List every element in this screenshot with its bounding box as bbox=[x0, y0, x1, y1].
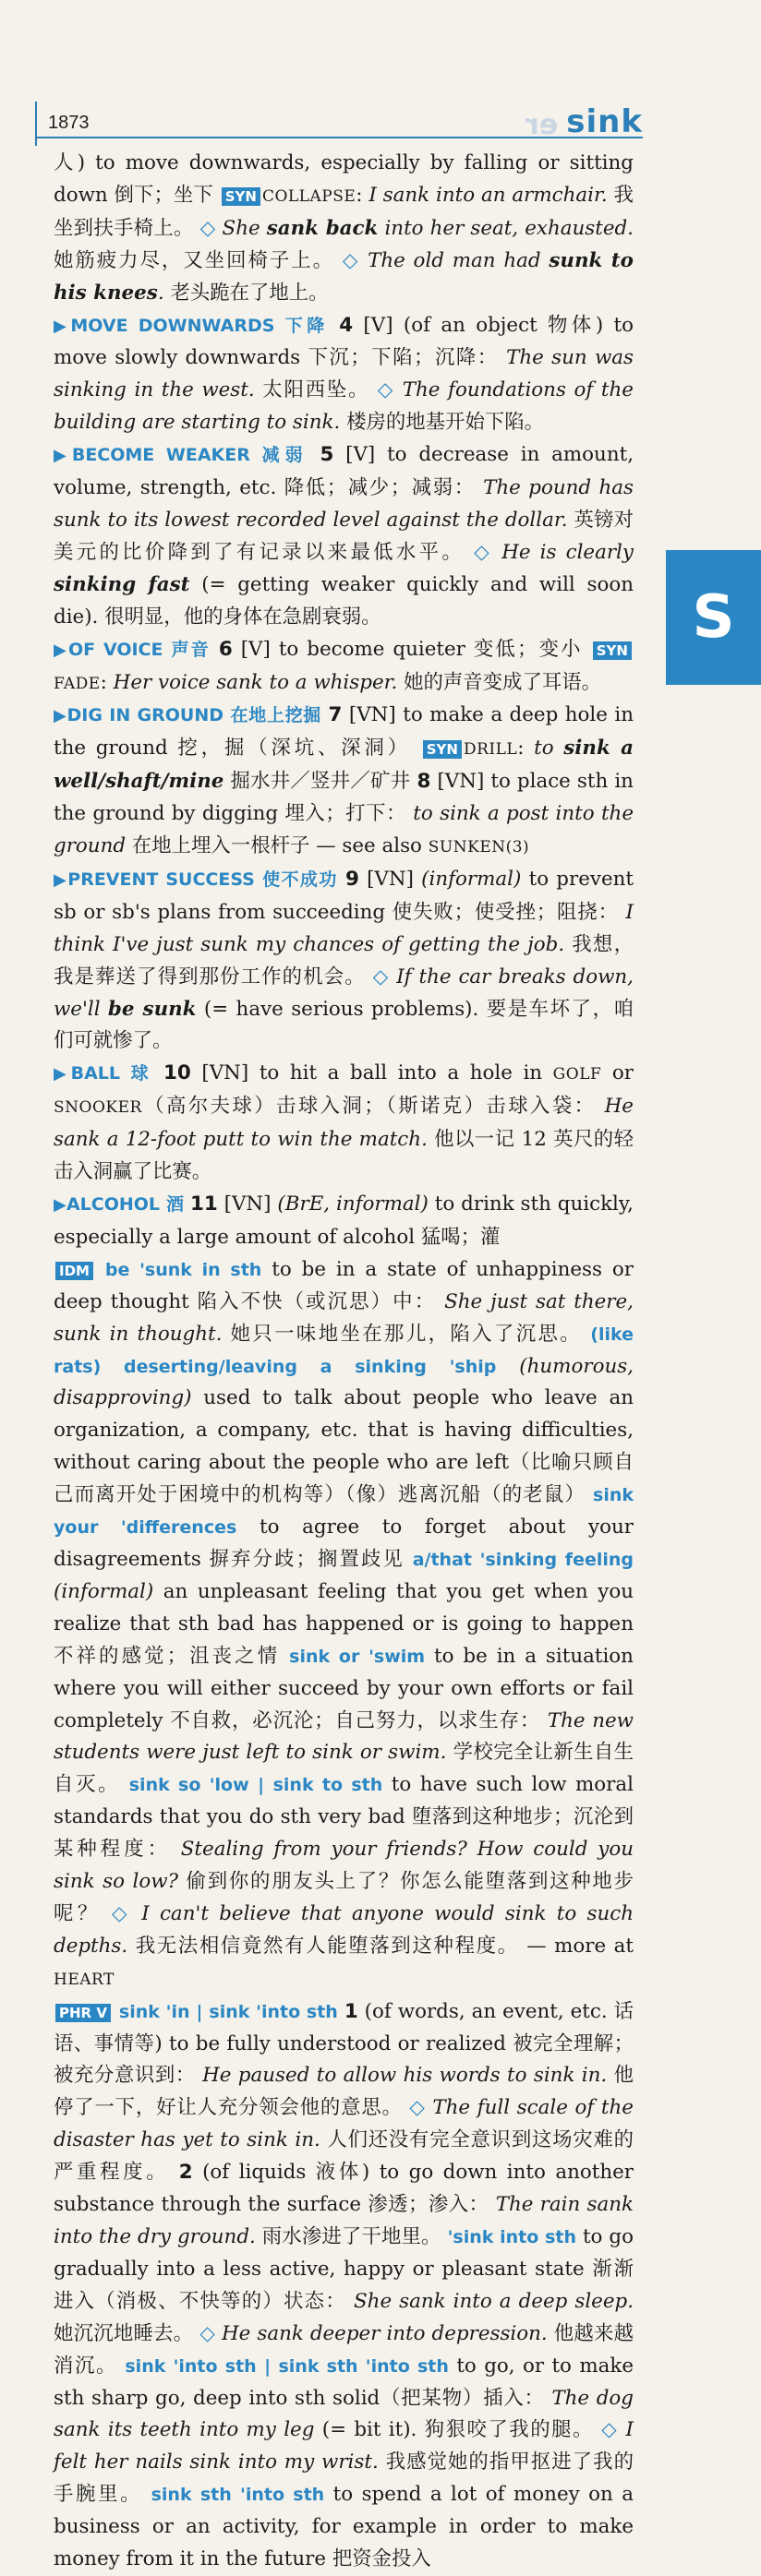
entry-text-span: sink your 'differences bbox=[54, 1485, 634, 1539]
entry-text-span: 我坐到扶手椅上。 bbox=[54, 183, 634, 240]
entry-text-span: 他停了一下，好让人充分领会他的意思。 bbox=[54, 2064, 634, 2120]
entry-text-span: The rain sank into the dry ground. bbox=[54, 2193, 634, 2248]
entry-text-span: MOVE DOWNWARDS bbox=[70, 315, 275, 336]
entry-text-span: 人们还没有完全意识到这场灾难的严重程度。 bbox=[54, 2128, 634, 2185]
sense-11 bbox=[54, 1189, 634, 1254]
entry-text-span: [V] bbox=[363, 313, 393, 337]
entry-text-span: or bbox=[611, 1061, 634, 1085]
entry-text-span: ▶ bbox=[54, 640, 69, 660]
entry-text-span: He is clearly sinking fast bbox=[54, 540, 634, 596]
entry-text-span: ▶ bbox=[54, 316, 71, 336]
entry-text-span: | bbox=[196, 2001, 203, 2022]
entry-text-span: 她沉沉地睡去。 bbox=[54, 2321, 194, 2345]
syn-tag: SYN bbox=[222, 187, 260, 206]
entry-text-span: [V] bbox=[345, 443, 376, 467]
sense-5 bbox=[54, 439, 634, 633]
entry-text-span: be 'sunk in sth bbox=[104, 1259, 262, 1280]
entry-text-span: SNOOKER bbox=[54, 1098, 142, 1118]
entry-text-span: The foundations of the building are starting to sink. bbox=[54, 378, 634, 435]
entry-text-span: to be in a state of unhappiness or deep thought 陷入不快（或沉思）中： bbox=[54, 1257, 634, 1313]
entry-text-span: (= bit it). 狗狠咬了我的腿。 bbox=[321, 2418, 594, 2442]
entry-text-span: He sank a 12-foot putt to win the match. bbox=[54, 1095, 634, 1152]
entry-text-span: 球 bbox=[130, 1063, 153, 1084]
entry-text-span: 1 bbox=[344, 1999, 358, 2023]
entry-text-span: He is clearly bbox=[501, 540, 634, 564]
entry-text-span: to hit a ball into a hole in bbox=[259, 1061, 543, 1085]
entry-text-span: He sank deeper into depression. bbox=[222, 2321, 548, 2345]
entry-text-span: to agree to forget about your disagreements 摒弃分歧；搁置歧见 bbox=[54, 1516, 634, 1571]
entry-text-span: to go gradually into a less active, happy or pleasant state 渐渐进入（消极、不快等的）状态： bbox=[54, 2225, 634, 2313]
entry-text-span: The full scale of the disaster has yet to sink in. bbox=[54, 2096, 634, 2152]
entry-text-span: (of words, an event, etc. 话语、事情等) to be fully understood or realized 被完全理解；被充分意识到： bbox=[54, 1999, 634, 2088]
entry-text-span: [VN] bbox=[437, 770, 485, 794]
entry-text-span: 4 bbox=[339, 313, 354, 337]
entry-text-span: 在地上埋入一根杆子 bbox=[131, 834, 310, 858]
entry-text-span: Stealing from your friends? How could you sink so low? bbox=[54, 1838, 634, 1894]
entry-text-span: She sank back into her seat, exhausted. bbox=[222, 216, 634, 240]
entry-text-span: to have such low moral standards that you do sth very bad 堕落到这种地步；沉沦到某种程度： bbox=[54, 1773, 634, 1862]
entry-text-span: 6 bbox=[218, 637, 233, 661]
entry-text-span: sink 'into sth bbox=[209, 2001, 338, 2022]
sense-6 bbox=[54, 634, 634, 701]
entry-text-span: The sun was sinking in the west. bbox=[54, 346, 634, 402]
entry-text-span: 太阳西坠。 bbox=[262, 378, 370, 402]
entry-text-span: — see also bbox=[316, 834, 422, 858]
entry-text-span: I can't believe that anyone would sink to such depths. bbox=[54, 1901, 634, 1958]
entry-text-span: sink to sth bbox=[272, 1775, 383, 1796]
entry-text-span: 10 bbox=[163, 1061, 191, 1085]
entry-text-span: ◇ bbox=[199, 2321, 215, 2345]
entry-text-span: an unpleasant feeling that you get when you realize that sth bad has happened or is going to happen 不祥的感觉；沮丧之情 bbox=[54, 1579, 634, 1668]
entry-text-span: DRILL bbox=[463, 740, 518, 760]
entry-text-span: GOLF bbox=[552, 1065, 602, 1084]
page-number: 1873 bbox=[48, 113, 90, 133]
sense-10 bbox=[54, 1058, 634, 1189]
entry-text-span: to make a deep hole in the ground 挖，掘（深坑、深洞） bbox=[54, 703, 634, 761]
entry-text-span: 楼房的地基开始下陷。 bbox=[346, 411, 545, 435]
entry-text-span: PREVENT SUCCESS bbox=[67, 869, 255, 890]
entry-text-span: 在地上挖掘 bbox=[230, 705, 321, 726]
entry-text-span: BALL bbox=[70, 1063, 121, 1084]
entry-text-span: ◇ bbox=[409, 2096, 426, 2120]
cross-reference-link[interactable]: SUNKEN(3) bbox=[428, 838, 530, 857]
sense-7-8 bbox=[54, 700, 634, 864]
entry-text-span: BECOME WEAKER bbox=[71, 445, 250, 466]
entry-text-span: | bbox=[264, 2355, 272, 2377]
sense-9 bbox=[54, 864, 634, 1058]
entry-text-span: 9 bbox=[344, 867, 359, 891]
thumb-index-tab: S bbox=[666, 550, 761, 685]
entry-text-span: 下降 bbox=[284, 315, 329, 336]
entry-text-span: 老头跪在了地上。 bbox=[170, 281, 329, 305]
entry-text-span: The old man had sunk to his knees. bbox=[54, 248, 634, 305]
entry-text-span: ◇ bbox=[377, 378, 395, 402]
entry-text-span: The new students were just left to sink or swim. bbox=[54, 1708, 634, 1765]
entry-text-span: ◇ bbox=[112, 1901, 131, 1925]
entry-text-span: sink so 'low bbox=[128, 1775, 249, 1796]
idioms-section bbox=[54, 1254, 634, 1996]
entry-text-span: 我想，我是葬送了得到那份工作的机会。 bbox=[54, 932, 634, 988]
idm-tag: IDM bbox=[55, 1262, 93, 1280]
bleed-through-text: er bbox=[525, 109, 558, 141]
entry-text-span: 5 bbox=[320, 443, 334, 467]
entry-text-span: 8 bbox=[417, 770, 431, 794]
entry-text-span: ◇ bbox=[601, 2418, 619, 2442]
syn-tag: SYN bbox=[593, 641, 632, 660]
entry-text-span: to go, or to make sth sharp go, deep into sth solid（把某物）插入： bbox=[54, 2354, 634, 2410]
entry-text-span: sink sth 'into sth bbox=[151, 2485, 325, 2506]
entry-text-span: ◇ bbox=[342, 248, 360, 272]
entry-text-span: used to talk about people who leave an organization, a company, etc. that is having difficulties, without caring about the people who are left（比喻只顾自己而离开处于困境中的机构等）（像）逃离沉船（的老鼠） bbox=[54, 1386, 634, 1507]
entry-text-span: ▶ bbox=[54, 446, 72, 466]
entry-text-span: She just sat there, sunk in thought. bbox=[54, 1289, 634, 1346]
entry-text-span: She bbox=[222, 216, 267, 240]
entry-text-span: to place sth in the ground by digging 埋入；打下： bbox=[54, 770, 634, 826]
entry-text-span: : bbox=[517, 737, 525, 761]
entry-text-span: [V] bbox=[240, 637, 271, 661]
entry-text-span: (BrE, informal) bbox=[277, 1192, 429, 1216]
entry-text-span: 雨水渗进了干地里。 bbox=[261, 2225, 441, 2248]
entry-text-span: to become quieter 变低；变小 bbox=[278, 637, 583, 661]
entry-text-span: COLLAPSE bbox=[261, 186, 356, 206]
entry-text-span: to decrease in amount, volume, strength, etc. 降低；减少；减弱： bbox=[54, 443, 634, 500]
entry-text-span: ALCOHOL bbox=[66, 1194, 161, 1215]
entry-text-span: 减弱 bbox=[261, 445, 308, 466]
entry-text-span: FADE bbox=[54, 674, 101, 693]
entry-text-span: ▶ bbox=[54, 869, 68, 890]
entry-text-span: 7 bbox=[328, 703, 343, 727]
entry-text-span: ▶ bbox=[54, 1195, 66, 1215]
sense-continued bbox=[54, 148, 634, 310]
entry-text-span: into her seat, exhausted. bbox=[378, 216, 634, 240]
entry-text-span: [VN] bbox=[367, 867, 414, 891]
entry-text-span: ◇ bbox=[372, 965, 390, 988]
entry-text-span: She sank into a deep sleep. bbox=[354, 2289, 634, 2313]
entry-text-span: — more at bbox=[526, 1934, 634, 1958]
entry-text-span: to bbox=[534, 737, 564, 761]
entry-text-span: Her voice sank to a whisper. bbox=[113, 670, 398, 694]
entry-text-span: . bbox=[157, 281, 164, 305]
entry-text-span: to drink sth quickly, especially a large amount of alcohol 猛喝；灌 bbox=[54, 1192, 634, 1249]
entry-text-span: a/that 'sinking feeling bbox=[412, 1549, 634, 1570]
entry-text-span: If the car breaks down, we'll bbox=[54, 965, 634, 1021]
entry-text-span: : bbox=[356, 183, 363, 207]
entry-text-span: He paused to allow his words to sink in. bbox=[202, 2064, 608, 2088]
entry-text-span: 人) to move downwards, especially by falling or sitting down 倒下；坐下 bbox=[54, 151, 634, 207]
entry-text-span: 我感觉她的指甲抠进了我的手腕里。 bbox=[54, 2450, 634, 2507]
entry-text-span: : bbox=[100, 670, 107, 694]
entry-text-span: 学校完全让新生自生自灭。 bbox=[54, 1741, 634, 1797]
entry-text-span: 酒 bbox=[165, 1194, 185, 1215]
entry-text-span: 她的声音变成了耳语。 bbox=[404, 670, 602, 694]
entry-text-span: If the car breaks down, we'll be sunk bbox=[54, 965, 634, 1021]
entry-text-span: sink 'into sth bbox=[125, 2355, 257, 2377]
entry-text-span: The dog sank its teeth into my leg bbox=[54, 2386, 634, 2442]
entry-text-span: sink sth 'into sth bbox=[278, 2355, 449, 2377]
entry-text-span: (informal) bbox=[421, 867, 522, 891]
entry-text-span: [VN] bbox=[201, 1061, 249, 1085]
entry-text bbox=[54, 148, 634, 2571]
entry-text-span: (= getting weaker quickly and will soon die). 很明显，他的身体在急剧衰弱。 bbox=[54, 572, 634, 629]
entry-text-span: 声音 bbox=[171, 639, 211, 660]
entry-text-span: sink or 'swim bbox=[289, 1646, 426, 1667]
entry-text-span: 掘水井／竖井／矿井 bbox=[230, 770, 411, 794]
entry-text-span: (like rats) deserting/leaving a sinking 'ship bbox=[54, 1324, 634, 1377]
syn-tag: SYN bbox=[423, 740, 462, 759]
entry-text-span: sink 'in bbox=[118, 2001, 190, 2022]
entry-text-span: | bbox=[258, 1775, 265, 1796]
entry-text-span: ▶ bbox=[54, 706, 67, 726]
entry-text-span: 2 bbox=[178, 2161, 193, 2185]
entry-text-span: 偷到你的朋友头上了？你怎么能堕落到这种地步呢？ bbox=[54, 1870, 634, 1925]
entry-text-span: 他以一记 12 英尺的轻击入洞赢了比赛。 bbox=[54, 1128, 634, 1184]
entry-text-span: 'sink into sth bbox=[447, 2227, 576, 2247]
entry-text-span: ◇ bbox=[199, 216, 216, 240]
entry-text-span: 使不成功 bbox=[262, 869, 338, 890]
entry-text-span: The pound has sunk to its lowest recorded level against the dollar. bbox=[54, 476, 634, 532]
entry-text-span: DIG IN GROUND bbox=[66, 705, 224, 726]
entry-text-span: (informal) bbox=[54, 1579, 154, 1603]
phrv-tag: PHR V bbox=[55, 2004, 111, 2022]
entry-text-span: OF VOICE bbox=[68, 639, 163, 660]
entry-text-span: 他越来越消沉。 bbox=[54, 2321, 634, 2378]
entry-text-span: to be in a situation where you will either succeed by your own efforts or fail completely 不自救，必沉沦；自己努力，以求生存： bbox=[54, 1644, 634, 1732]
entry-text-span: ◇ bbox=[474, 540, 493, 564]
entry-text-span: (= have serious problems). 要是车坏了，咱们可就惨了。 bbox=[54, 997, 634, 1053]
entry-text-span: I felt her nails sink into my wrist. bbox=[54, 2418, 634, 2474]
entry-text-span: [VN] bbox=[348, 703, 396, 727]
running-header bbox=[35, 100, 643, 141]
entry-text-span: (humorous, disapproving) bbox=[54, 1354, 634, 1410]
entry-text-span: to sink a well/shaft/mine bbox=[54, 737, 634, 794]
sense-4 bbox=[54, 310, 634, 440]
entry-text-span: ▶ bbox=[54, 1064, 71, 1084]
entry-text-span: to prevent sb or sb's plans from succeeding 使失败；使受挫；阻挠： bbox=[54, 867, 634, 924]
entry-text-span: to spend a lot of money on a business or an activity, for example in order to make money from it in the future 把资金投入 bbox=[54, 2483, 634, 2571]
cross-reference-link[interactable]: HEART bbox=[54, 1970, 115, 1989]
entry-text-span: (of liquids 液体) to go down into another substance through the surface 渗透；渗入： bbox=[54, 2161, 634, 2217]
entry-text-span: 11 bbox=[189, 1192, 218, 1216]
entry-text-span: （高尔夫球）击球入洞；（斯诺克）击球入袋： bbox=[141, 1095, 597, 1119]
entry-text-span: 她只一味地坐在那儿，陷入了沉思。 bbox=[230, 1322, 583, 1346]
entry-text-span: I sank into an armchair. bbox=[368, 183, 608, 207]
entry-text-span: (of an object 物体) to move slowly downwards 下沉；下陷；沉降： bbox=[54, 313, 634, 370]
entry-text-span: The old man had bbox=[368, 248, 550, 272]
entry-text-span: 英镑对美元的比价降到了有记录以来最低水平。 bbox=[54, 508, 634, 564]
header-rule bbox=[35, 102, 37, 146]
running-headword: sink bbox=[566, 103, 643, 140]
entry-text-span: I think I've just sunk my chances of getting the job. bbox=[54, 900, 634, 956]
phrasal-verbs-section bbox=[54, 1996, 634, 2576]
entry-text-span: to sink a post into the ground bbox=[54, 802, 634, 858]
entry-text-span: [VN] bbox=[223, 1192, 272, 1216]
entry-text-span: 我无法相信竟然有人能堕落到这种程度。 bbox=[135, 1934, 519, 1958]
entry-text-span: 她筋疲力尽，又坐回椅子上。 bbox=[54, 248, 335, 272]
